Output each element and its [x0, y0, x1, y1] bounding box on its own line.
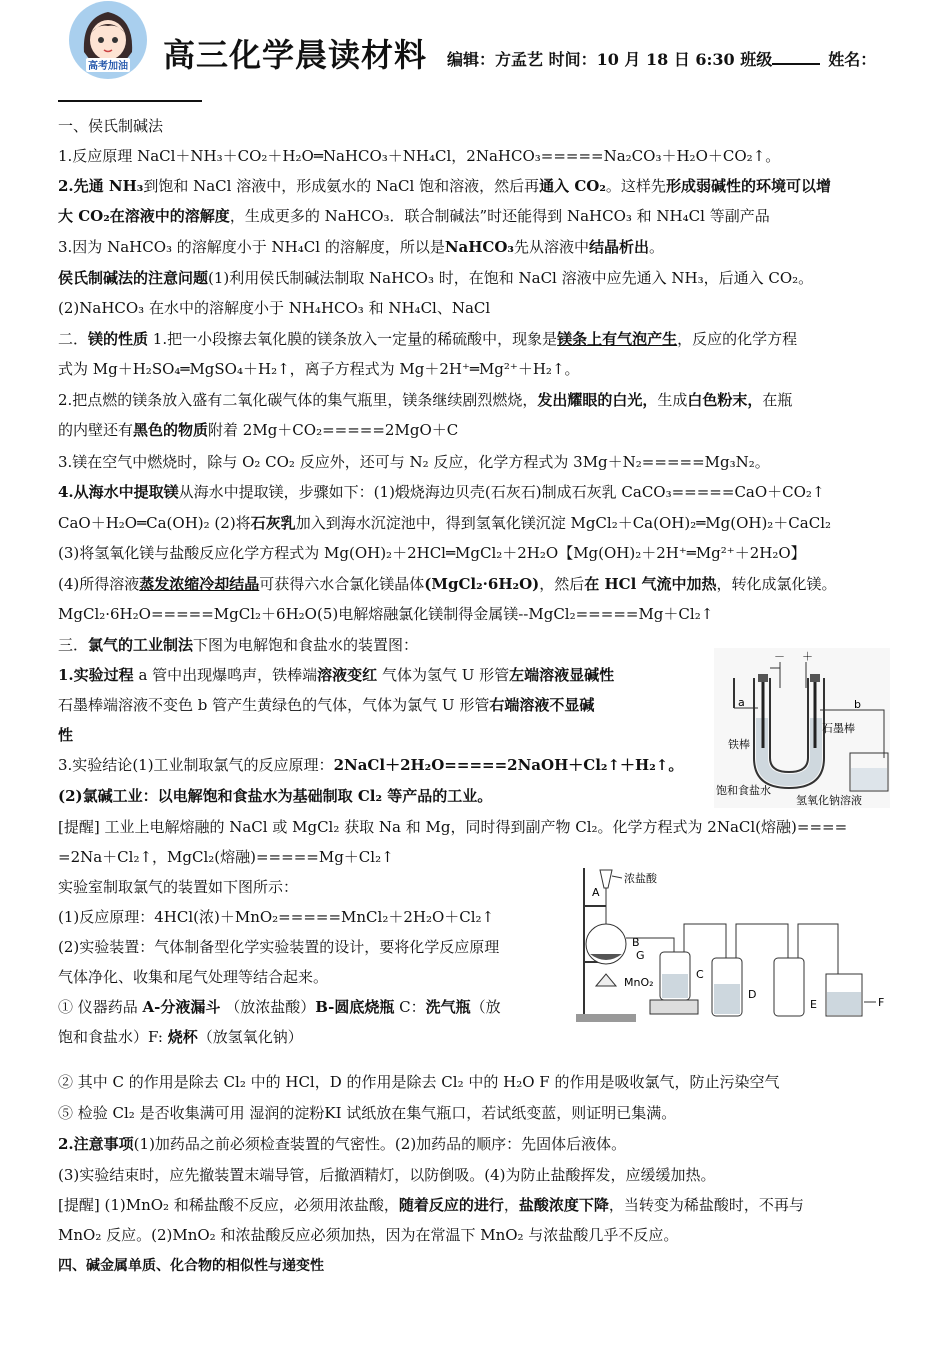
svg-text:铁棒: 铁棒 — [728, 738, 750, 751]
s3-line-6: (2)氯碱工业：以电解饱和食盐水为基础制取 Cl₂ 等产品的工业。 — [58, 787, 493, 805]
s3-line-14 — [58, 1027, 303, 1047]
text: 加入到海水沉淀池中，得到氢氧化镁沉淀 MgCl₂＋Ca(OH)₂═Mg(OH)₂＋CaCl₂ — [295, 514, 832, 532]
text-bold: 随着反应的进行 — [398, 1196, 504, 1214]
text-bold: 氯气的工业制法 — [88, 636, 194, 654]
svg-text:高考加油: 高考加油 — [88, 61, 128, 72]
s3-line-7: [提醒] 工业上电解熔融的 NaCl 或 MgCl₂ 获取 Na 和 Mg，同时得到副产物 Cl₂。化学方程式为 2NaCl(熔融)==== — [58, 818, 848, 836]
text: 。 — [649, 238, 665, 256]
text: 的内壁还有 — [58, 421, 134, 439]
text-bold: (MgCl₂·6H₂O) — [424, 575, 540, 593]
svg-text:石墨棒: 石墨棒 — [822, 722, 855, 735]
text-bold: 4.从海水中提取镁 — [58, 483, 179, 501]
text: ，转化成氯化镁。 — [716, 575, 837, 593]
text: 3.实验结论 — [58, 756, 133, 774]
text: 。这样先 — [605, 177, 666, 195]
text: C： — [394, 998, 426, 1016]
s2-line-3 — [58, 390, 792, 410]
s2-line-10: MgCl₂·6H₂O=====MgCl₂＋6H₂O(5)电解熔融氯化镁制得金属镁--MgCl₂=====Mg＋Cl₂↑ — [58, 605, 714, 623]
text: 到饱和 NaCl 溶液中，形成氨水的 NaCl 饱和溶液，然后再 — [143, 177, 540, 195]
text-bold: 2NaCl＋2H₂O=====2NaOH＋Cl₂↑＋H₂↑。 — [333, 756, 684, 774]
s3-line-1 — [58, 635, 418, 655]
text: (4)所得溶液 — [58, 575, 140, 593]
s3-line-12: 气体净化、收集和尾气处理等结合起来。 — [58, 968, 329, 986]
text-bold-underline: 镁条上有气泡产生 — [557, 330, 678, 348]
svg-text:－: － — [774, 650, 785, 663]
s2-line-5: 3.镁在空气中燃烧时，除与 O₂ CO₂ 反应外，还可与 N₂ 反应，化学方程式为 3Mg＋N₂=====Mg₃N₂。 — [58, 453, 770, 471]
s3-line-19 — [58, 1195, 804, 1215]
text-bold: 在 HCl 气流中加热 — [584, 575, 717, 593]
text-bold: 洗气瓶 — [425, 998, 471, 1016]
text-bold: B-圆底烧瓶 — [315, 998, 395, 1016]
svg-text:E: E — [810, 998, 817, 1011]
text: 气体为氢气 U 形管 — [377, 666, 510, 684]
text: ，反应的化学方程 — [677, 330, 798, 348]
svg-text:＋: ＋ — [802, 650, 813, 663]
s2-line-8: (3)将氢氧化镁与盐酸反应化学方程式为 Mg(OH)₂＋2HCl═MgCl₂＋2H₂O【Mg(OH)₂＋2H⁺═Mg²⁺＋2H₂O】 — [58, 544, 806, 562]
text-bold: 黑色的物质 — [133, 421, 209, 439]
text: 从海水中提取镁，步骤如下：(1)煅烧海边贝壳(石灰石)制成石灰乳 CaCO₃=====CaO＋CO₂↑ — [178, 483, 825, 501]
text: 三． — [58, 636, 89, 654]
text-bold: 溶液变红 — [317, 666, 378, 684]
text-bold: 2.注意事项 — [58, 1135, 134, 1153]
svg-text:b: b — [854, 698, 861, 711]
text-bold: 左端溶液显碱性 — [509, 666, 615, 684]
s2-line-2: 式为 Mg＋H₂SO₄═MgSO₄＋H₂↑，离子方程式为 Mg＋2H⁺═Mg²⁺＋H₂↑。 — [58, 360, 580, 378]
s3-line-10: (1)反应原理：4HCl(浓)＋MnO₂=====MnCl₂＋2H₂O＋Cl₂↑ — [58, 908, 495, 926]
svg-text:C: C — [696, 968, 704, 981]
s3-line-13 — [58, 997, 501, 1017]
svg-text:MnO₂: MnO₂ — [624, 976, 654, 989]
text-bold: 2.先通 NH₃ — [58, 177, 144, 195]
text: 3.因为 NaHCO₃ 的溶解度小于 NH₄Cl 的溶解度，所以是 — [58, 238, 445, 256]
text-bold: 1.实验过程 — [58, 666, 134, 684]
s3-line-17 — [58, 1134, 626, 1154]
svg-text:A: A — [592, 886, 600, 899]
class-blank — [772, 49, 820, 65]
s3-line-18: (3)实验结束时，应先撤装置末端导管，后撤酒精灯，以防倒吸。(4)为防止盐酸挥发，应缓缓加热。 — [58, 1166, 716, 1184]
s2-line-6 — [58, 482, 825, 502]
text-bold: 右端溶液不显碱 — [489, 696, 595, 714]
text: ，生成更多的 NaHCO₃．联合制碱法”时还能得到 NaHCO₃ 和 NH₄Cl 等副产品 — [229, 207, 770, 225]
s3-line-8: =2Na＋Cl₂↑，MgCl₂(熔融)=====Mg＋Cl₂↑ — [58, 848, 394, 866]
text: 二． — [58, 330, 89, 348]
s1-line-2 — [58, 176, 831, 196]
text: 2.把点燃的镁条放入盛有二氧化碳气体的集气瓶里，镁条继续剧烈燃烧， — [58, 391, 538, 409]
text: （放浓盐酸） — [220, 998, 316, 1016]
text: 可获得六水合氯化镁晶体 — [259, 575, 425, 593]
s2-line-7 — [58, 513, 831, 533]
svg-text:氢氧化钠溶液: 氢氧化钠溶液 — [796, 794, 862, 807]
text: （放氢氧化钠） — [197, 1028, 303, 1046]
text: 饱和食盐水）F: — [58, 1028, 168, 1046]
section-1-heading: 一、侯氏制碱法 — [58, 117, 164, 135]
text: （放 — [470, 998, 501, 1016]
text-bold-underline: 蒸发浓缩冷却结晶 — [139, 575, 260, 593]
text: 在瓶 — [762, 391, 793, 409]
text: (1)加药品之前必须检查装置的气密性。(2)加药品的顺序：先固体后液体。 — [133, 1135, 627, 1153]
text: a 管中出现爆鸣声，铁棒端 — [133, 666, 318, 684]
text: CaO＋H₂O═Ca(OH)₂ (2)将 — [58, 514, 251, 532]
name-blank-line — [58, 100, 202, 102]
header-meta — [447, 47, 876, 70]
s1-line-4 — [58, 237, 664, 257]
text-bold: 盐酸浓度下降 — [518, 1196, 609, 1214]
text-bold: 侯氏制碱法的注意问题 — [58, 269, 209, 287]
s3-line-2 — [58, 665, 614, 685]
s2-line-1 — [58, 329, 797, 349]
text-bold: 结晶析出 — [589, 238, 650, 256]
text: ① 仪器药品 — [58, 998, 143, 1016]
s3-line-5 — [58, 755, 683, 775]
s3-line-20: MnO₂ 反应。(2)MnO₂ 和浓盐酸反应必须加热，因为在常温下 MnO₂ 与浓盐酸几乎不反应。 — [58, 1226, 679, 1244]
svg-text:浓盐酸: 浓盐酸 — [624, 872, 657, 885]
s3-line-16: ⑤ 检验 Cl₂ 是否收集满可用 湿润的淀粉KI 试纸放在集气瓶口，若试纸变蓝，则证明已集满。 — [58, 1104, 677, 1122]
section-4-heading: 四、碱金属单质、化合物的相似性与递变性 — [58, 1258, 324, 1274]
text-bold: 通入 CO₂ — [539, 177, 606, 195]
text-bold: 大 CO₂在溶液中的溶解度 — [58, 207, 230, 225]
name-label: 姓名： — [828, 50, 877, 69]
text: ， — [503, 1196, 519, 1214]
s3-line-11: (2)实验装置：气体制备型化学实验装置的设计，要将化学反应原理 — [58, 938, 500, 956]
s3-line-15: ② 其中 C 的作用是除去 Cl₂ 中的 HCl，D 的作用是除去 Cl₂ 中的 H₂O F 的作用是吸收氯气，防止污染空气 — [58, 1073, 780, 1091]
text: 石墨棒端溶液不变色 b 管产生黄绿色的气体，气体为氯气 U 形管 — [58, 696, 490, 714]
s3-line-4: 性 — [58, 726, 74, 744]
page-title: 高三化学晨读材料 — [163, 36, 428, 74]
text-bold: NaHCO₃ — [444, 238, 515, 256]
s1-line-6: (2)NaHCO₃ 在水中的溶解度小于 NH₄HCO₃ 和 NH₄Cl、NaCl — [58, 299, 491, 317]
svg-text:a: a — [738, 696, 745, 709]
electrolysis-diagram — [714, 648, 890, 808]
text-bold: A-分液漏斗 — [142, 998, 221, 1016]
text: 1.把一小段擦去氧化膜的镁条放入一定量的稀硫酸中，现象是 — [148, 330, 558, 348]
text: (1)工业制取氯气的反应原理： — [132, 756, 334, 774]
meta-info: 编辑：方孟艺 时间：10 月 18 日 6:30 班级 — [447, 50, 773, 69]
svg-text:B: B — [632, 936, 640, 949]
text-bold: 发出耀眼的白光， — [537, 391, 658, 409]
svg-text:D: D — [748, 988, 757, 1001]
s2-line-9 — [58, 574, 837, 594]
text-bold: 形成弱碱性的环境可以增 — [665, 177, 831, 195]
s1-line-5 — [58, 268, 813, 288]
avatar-logo — [68, 0, 148, 80]
text: 下图为电解饱和食盐水的装置图： — [193, 636, 419, 654]
s1-line-3 — [58, 206, 770, 226]
svg-text:G: G — [636, 949, 645, 962]
s2-line-4 — [58, 420, 458, 440]
text-bold: 镁的性质 — [88, 330, 149, 348]
text: 附着 2Mg＋CO₂=====2MgO＋C — [208, 421, 459, 439]
svg-text:饱和食盐水: 饱和食盐水 — [716, 784, 771, 797]
s1-line-1: 1.反应原理 NaCl＋NH₃＋CO₂＋H₂O═NaHCO₃＋NH₄Cl，2NaHCO₃=====Na₂CO₃＋H₂O＋CO₂↑。 — [58, 147, 781, 165]
text-bold: 烧杯 — [167, 1028, 198, 1046]
s3-line-9: 实验室制取氯气的装置如下图所示： — [58, 878, 299, 896]
text: 生成 — [657, 391, 688, 409]
svg-text:F: F — [878, 996, 885, 1009]
text: ，然后 — [539, 575, 585, 593]
text: (1)利用侯氏制碱法制取 NaHCO₃ 时，在饱和 NaCl 溶液中应先通入 NH₃，后通入 CO₂。 — [208, 269, 814, 287]
s3-line-3 — [58, 695, 594, 715]
chlorine-apparatus-diagram — [576, 866, 892, 1026]
text: 先从溶液中 — [514, 238, 590, 256]
text: ，当转变为稀盐酸时，不再与 — [608, 1196, 804, 1214]
text-bold: 石灰乳 — [250, 514, 296, 532]
text: [提醒] (1)MnO₂ 和稀盐酸不反应，必须用浓盐酸， — [58, 1196, 399, 1214]
text-bold: 白色粉末， — [687, 391, 763, 409]
